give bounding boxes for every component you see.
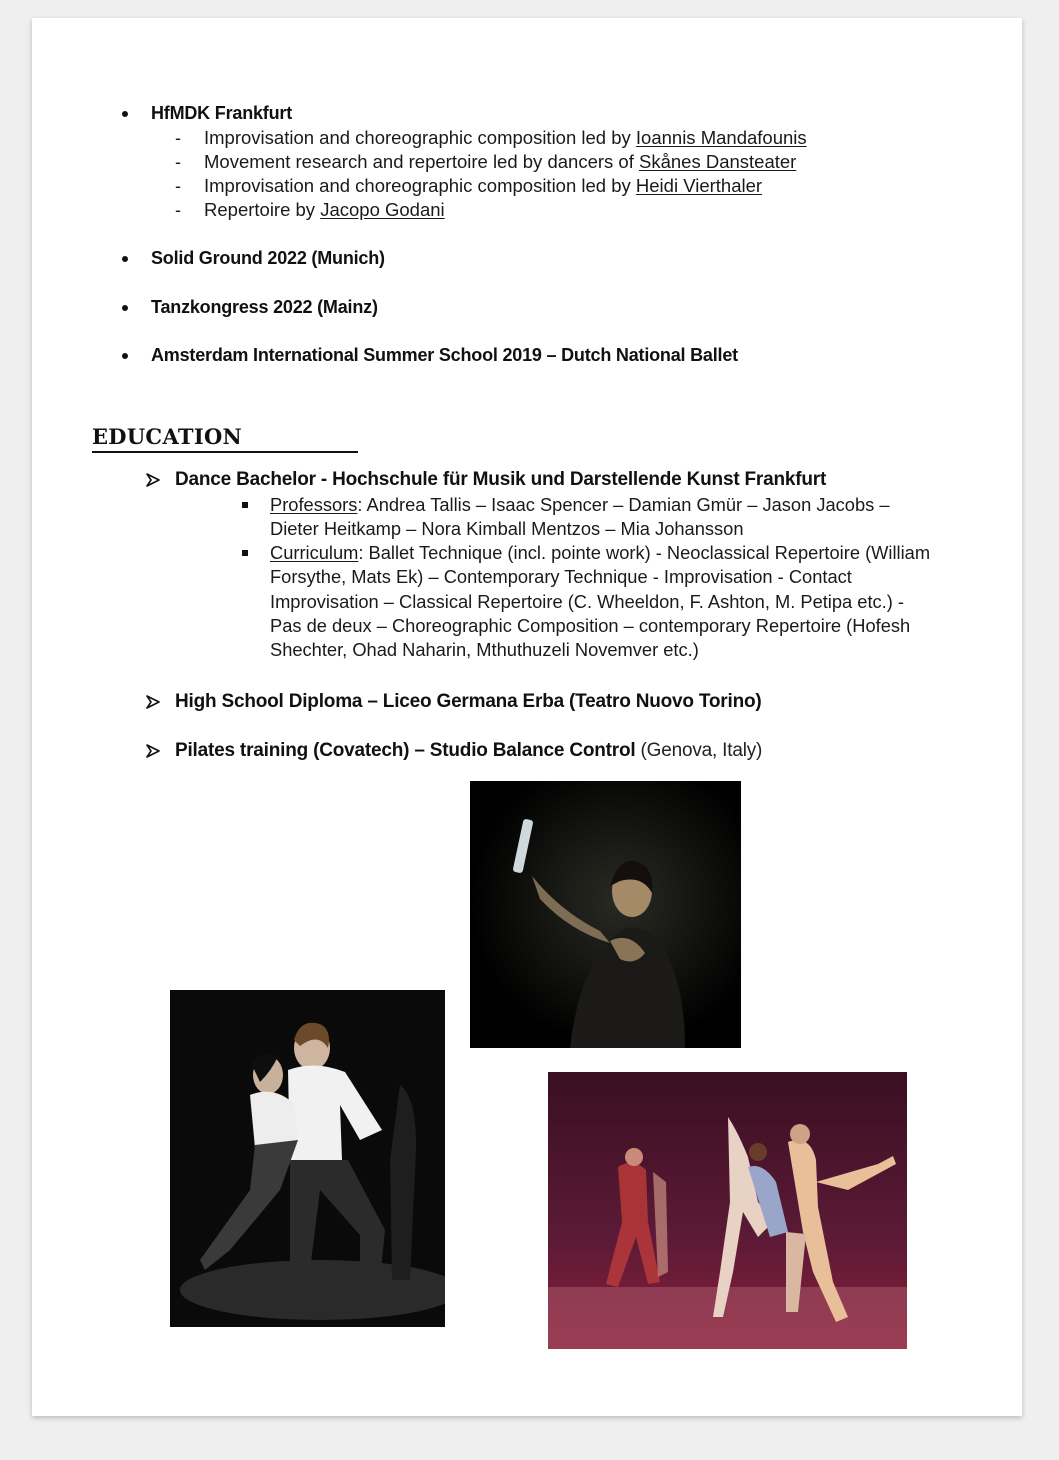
link-heidi-vierthaler[interactable]: Heidi Vierthaler: [635, 175, 763, 196]
education-high-school: High School Diploma – Liceo Germana Erba (Teatro Nuovo Torino): [175, 691, 762, 712]
curriculum-label: Curriculum: [270, 542, 359, 563]
bullet: [122, 111, 128, 117]
education-pilates: Pilates training (Covatech) – Studio Balance Control (Genova, Italy): [175, 740, 763, 761]
square-bullet: [242, 502, 248, 508]
bullet: [122, 353, 128, 359]
hfmdk-item-2: Movement research and repertoire led by dancers of Skånes Dansteater: [204, 151, 797, 172]
education-bachelor-title: Dance Bachelor - Hochschule für Musik und Darstellende Kunst Frankfurt: [175, 469, 827, 490]
photo-duet-dancers: [170, 990, 445, 1327]
dash: -: [175, 128, 181, 148]
education-heading: EDUCATION: [92, 424, 243, 449]
bullet: [122, 305, 128, 311]
professors-label: Professors: [270, 494, 358, 515]
curriculum-detail: Curriculum: Ballet Technique (incl. pointe work) - Neoclassical Repertoire (William Forsythe, Mats Ek) – Contemporary Technique - Improvisation - Contact Improvisation – Classical Repertoire (C. Wheeldon, F. Ashton, M. Petipa etc.) - Pas de deux – Choreographic Composition – contemporary Repertoire (Hofesh Shechter, Ohad Naharin, Mthuthuzeli Novemver etc.): [270, 542, 931, 661]
hfmdk-item-1: Improvisation and choreographic composition led by Ioannis Mandafounis: [204, 127, 807, 148]
photo-ensemble-dancers: [548, 1072, 907, 1349]
hfmdk-item-3: Improvisation and choreographic composition led by Heidi Vierthaler: [204, 175, 763, 196]
arrow-bullet-icon: [146, 473, 160, 487]
dash: -: [175, 152, 181, 172]
hfmdk-item-4: Repertoire by Jacopo Godani: [204, 199, 445, 220]
link-skanes-dansteater[interactable]: Skånes Dansteater: [638, 151, 797, 172]
training-solid-ground: Solid Ground 2022 (Munich): [151, 248, 385, 268]
dash: -: [175, 176, 181, 196]
link-jacopo-godani[interactable]: Jacopo Godani: [320, 199, 445, 220]
dash: -: [175, 200, 181, 220]
training-hfmdk-title: HfMDK Frankfurt: [151, 103, 292, 123]
square-bullet: [242, 550, 248, 556]
training-tanzkongress: Tanzkongress 2022 (Mainz): [151, 297, 378, 317]
heading-underline: [92, 451, 358, 453]
photo-solo-dancer: [470, 781, 741, 1048]
professors-detail: Professors: Andrea Tallis – Isaac Spencer – Damian Gmür – Jason Jacobs – Dieter Heitkamp – Nora Kimball Mentzos – Mia Johansson: [270, 494, 890, 540]
training-amsterdam: Amsterdam International Summer School 2019 – Dutch National Ballet: [151, 345, 738, 365]
arrow-bullet-icon: [146, 695, 160, 709]
bullet: [122, 256, 128, 262]
arrow-bullet-icon: [146, 744, 160, 758]
link-ioannis-mandafounis[interactable]: Ioannis Mandafounis: [635, 127, 807, 148]
